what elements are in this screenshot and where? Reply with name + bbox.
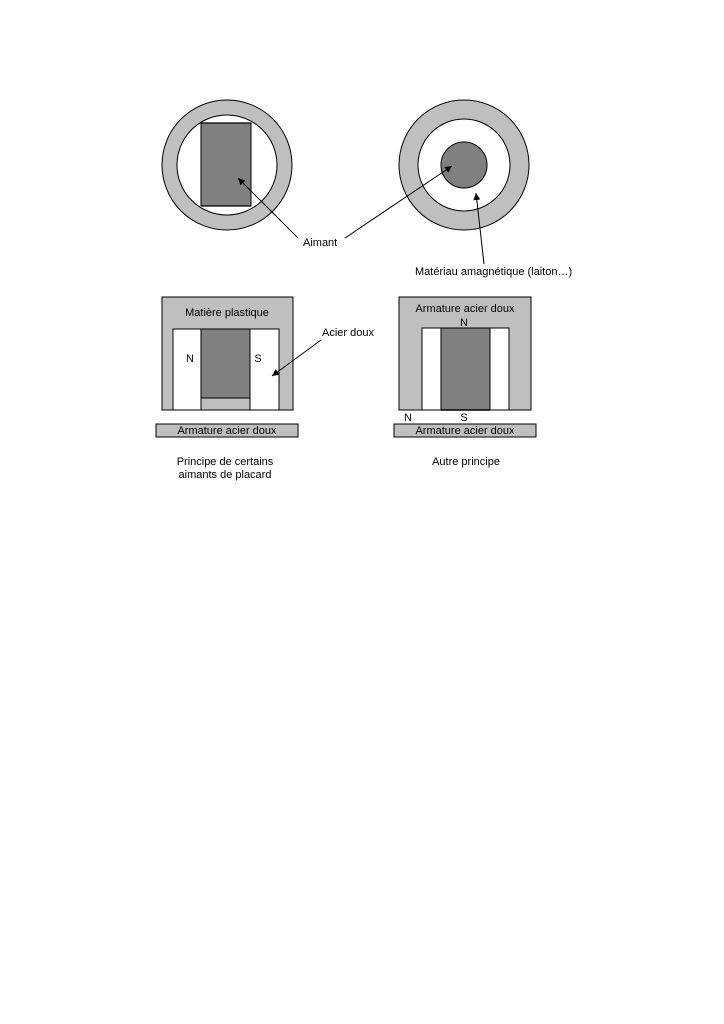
right-north-bottom-label: N <box>404 412 412 424</box>
plastic-label: Matière plastique <box>185 307 269 319</box>
right-center-magnet <box>441 328 490 410</box>
left-south-pole-plate <box>250 329 279 410</box>
right-ring-view <box>399 100 529 230</box>
left-north-pole-plate <box>173 329 201 410</box>
right-north-top-label: N <box>460 317 468 329</box>
left-center-magnet <box>201 329 250 398</box>
materiau-label: Matériau amagnétique (laiton…) <box>415 266 573 278</box>
aimant-label: Aimant <box>303 237 338 249</box>
right-armature-label: Armature acier doux <box>415 425 515 437</box>
right-top-label: Armature acier doux <box>415 303 515 315</box>
left-caption-line1: Principe de certains <box>176 456 274 468</box>
left-caption-line2: aimants de placard <box>178 469 272 481</box>
left-south-label: S <box>254 353 262 365</box>
right-round-magnet <box>441 142 487 188</box>
left-armature-label: Armature acier doux <box>177 425 277 437</box>
left-magnet-spacer <box>201 398 250 410</box>
right-south-bottom-label: S <box>460 412 468 424</box>
left-ring-view <box>162 100 292 230</box>
acier-doux-label: Acier doux <box>322 327 374 339</box>
left-bar-magnet <box>201 123 251 206</box>
right-caption: Autre principe <box>432 456 500 468</box>
right-air-gap-right <box>490 328 509 410</box>
right-air-gap-left <box>422 328 441 410</box>
left-north-label: N <box>186 353 194 365</box>
